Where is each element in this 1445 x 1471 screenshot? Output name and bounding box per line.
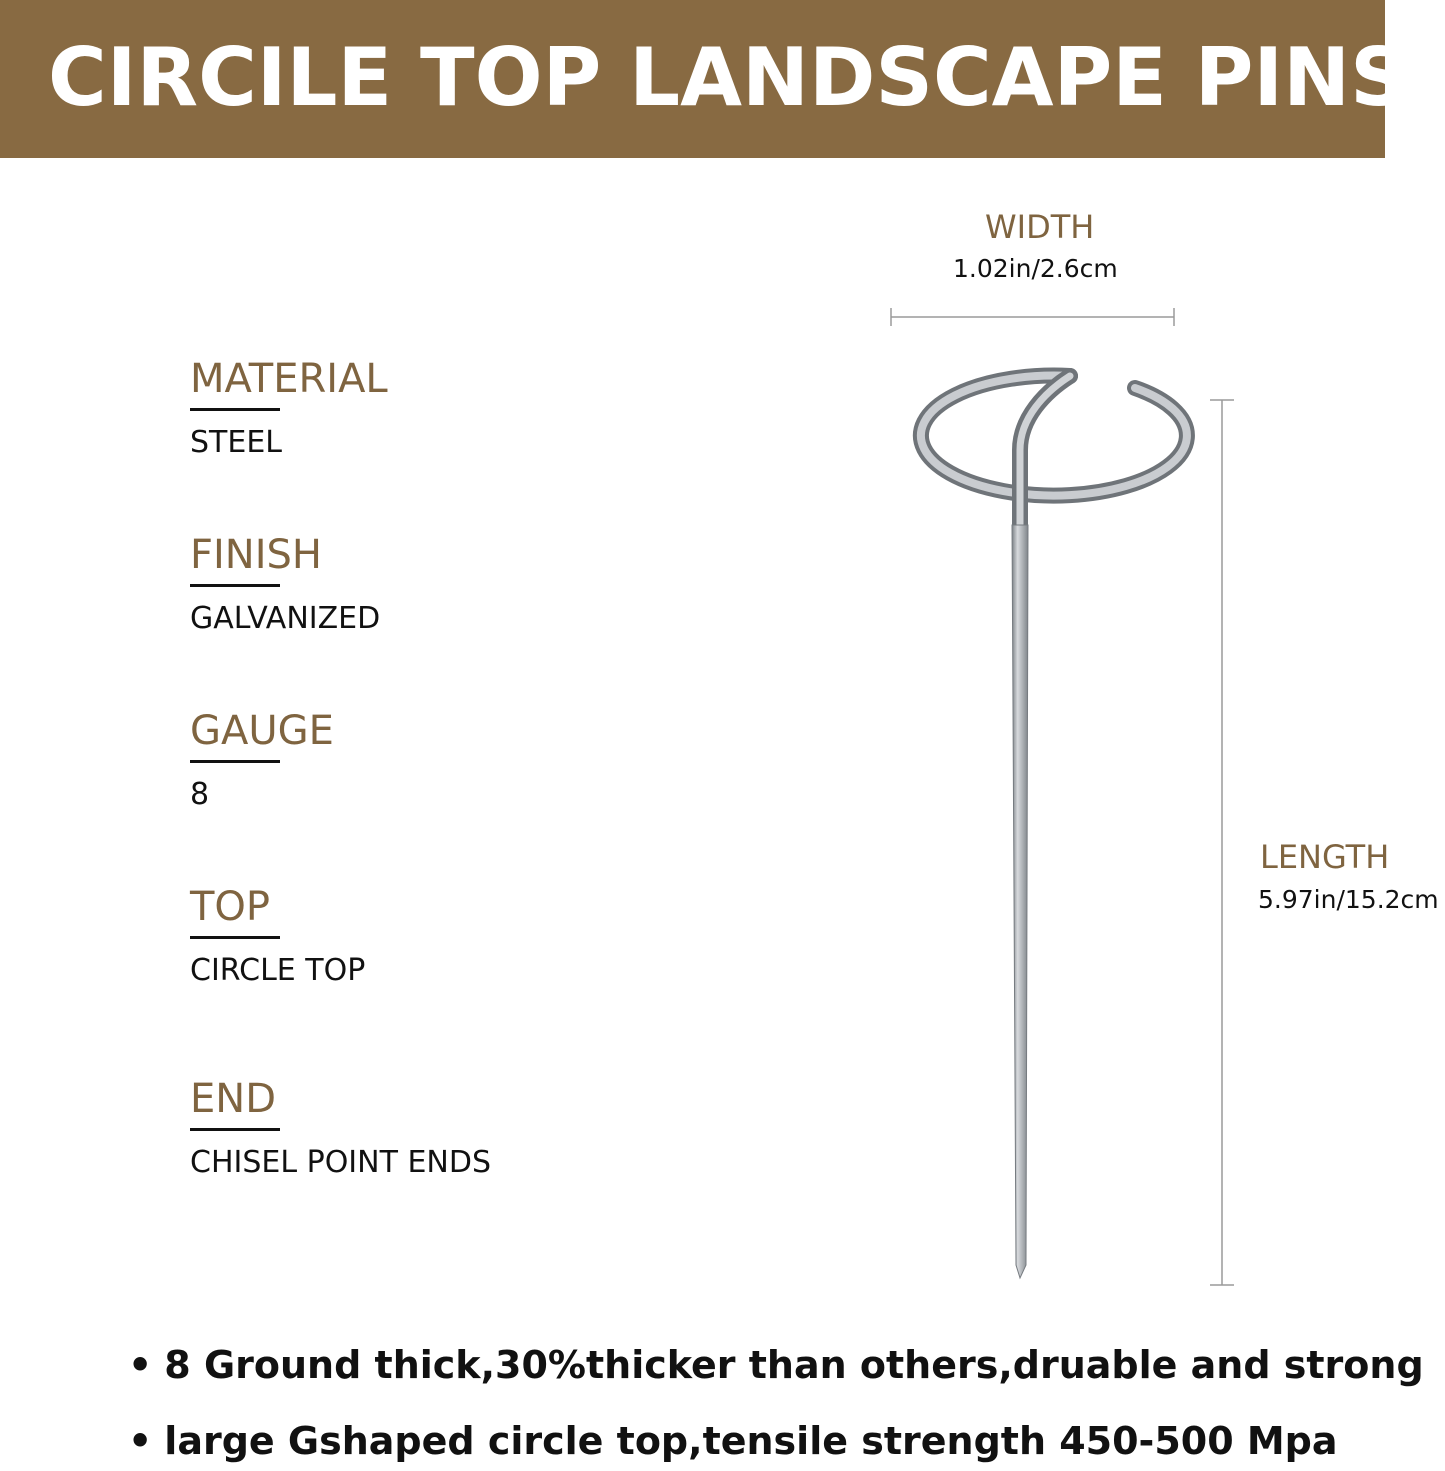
spec-value: CIRCLE TOP bbox=[190, 953, 366, 988]
pin-circle-top bbox=[921, 376, 1187, 530]
feature-text: 8 Ground thick,30%thicker than others,druable and strong bbox=[164, 1343, 1424, 1387]
spec-label: END bbox=[190, 1076, 276, 1122]
spec-material bbox=[190, 356, 710, 461]
spec-gauge bbox=[190, 708, 710, 813]
spec-divider bbox=[190, 408, 280, 411]
length-dimension-line bbox=[1210, 400, 1234, 1285]
spec-finish bbox=[190, 532, 710, 637]
spec-value: STEEL bbox=[190, 425, 282, 460]
spec-divider bbox=[190, 936, 280, 939]
spec-label: TOP bbox=[190, 884, 271, 930]
width-dimension-line bbox=[891, 308, 1174, 326]
spec-value: CHISEL POINT ENDS bbox=[190, 1145, 491, 1180]
feature-item bbox=[128, 1418, 1338, 1464]
length-value: 5.97in/15.2cm bbox=[1258, 885, 1439, 914]
spec-label: GAUGE bbox=[190, 708, 334, 754]
spec-end bbox=[190, 1076, 710, 1181]
width-value: 1.02in/2.6cm bbox=[953, 254, 1118, 283]
header-banner bbox=[0, 0, 1408, 158]
spec-label: FINISH bbox=[190, 532, 322, 578]
spec-value: GALVANIZED bbox=[190, 601, 381, 636]
bullet-icon: • bbox=[128, 1419, 153, 1463]
spec-top bbox=[190, 884, 710, 989]
page-title: CIRCILE TOP LANDSCAPE PINS bbox=[48, 31, 1408, 124]
width-label: WIDTH bbox=[985, 208, 1095, 246]
spec-divider bbox=[190, 760, 280, 763]
spec-divider bbox=[190, 584, 280, 587]
spec-label: MATERIAL bbox=[190, 356, 388, 402]
pin-shaft bbox=[1012, 525, 1028, 1278]
feature-item bbox=[128, 1342, 1424, 1388]
spec-divider bbox=[190, 1128, 280, 1131]
landscape-pin-illustration bbox=[870, 300, 1270, 1300]
bullet-icon: • bbox=[128, 1343, 153, 1387]
length-label: LENGTH bbox=[1260, 838, 1390, 876]
spec-value: 8 bbox=[190, 777, 210, 812]
feature-text: large Gshaped circle top,tensile strength 450-500 Mpa bbox=[164, 1419, 1338, 1463]
